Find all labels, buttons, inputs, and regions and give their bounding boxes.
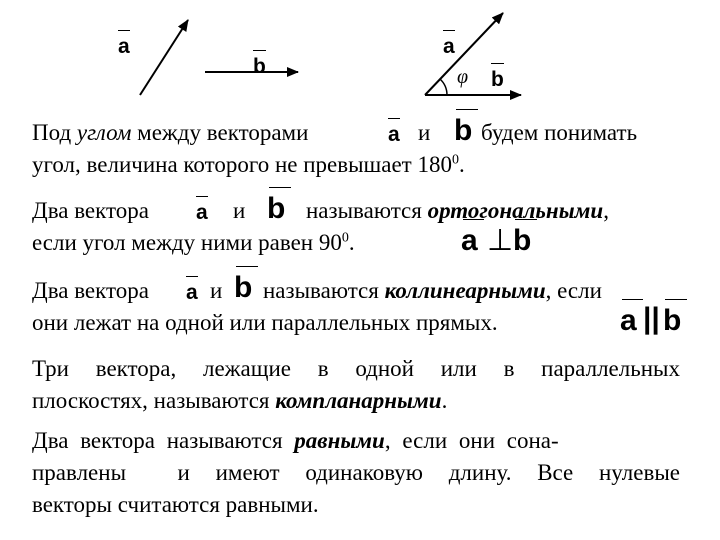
p1-text: будем понимать [481,120,638,145]
p5-line2: правлены и имеют одинаковую длину. Все нулевые [32,460,680,485]
parallel-vector-a: a [620,306,637,336]
perpendicular-symbol: ⊥ [487,224,514,257]
vector-figures [0,0,720,110]
p3-text: , если [545,278,602,303]
p5-line3: векторы считаются равными. [32,492,319,517]
inline-vector-a: a [186,282,198,303]
term-angle: углом [76,120,132,145]
inline-vector-a: a [196,202,208,223]
p1-line2 [32,150,465,180]
p1-line1 [32,118,308,148]
p3-text: Два вектора [32,278,149,303]
term-collinear: коллинеарными [384,278,546,303]
parallel-symbol: || [643,302,660,335]
p2-and: и [233,198,246,223]
inline-vector-b: b [267,194,285,224]
degree-sup: 0 [452,152,459,168]
ortho-vector-a: a [461,226,478,256]
p2-line1-tail [306,196,609,226]
p4-text: . [441,388,448,413]
p3-line1-tail [263,276,602,306]
p5-text: , если они сона- [384,428,559,453]
phi-symbol: φ [457,66,469,88]
p4-line2 [32,386,447,416]
p4-text: плоскостях, называются [32,388,270,413]
term-orthogonal: ортогональными [427,198,604,223]
p1-text: . [459,152,465,177]
p3-and: и [210,278,223,303]
angle-arc [440,79,447,95]
p2-line2 [32,228,355,258]
term-coplanar: компланарными [275,388,442,413]
vector-b-label: b [253,56,266,77]
angle-vector-b-label: b [491,69,504,90]
p1-and: и [418,120,431,145]
ortho-vector-b: b [513,226,531,256]
angle-vector-a-label: a [443,36,455,57]
p1-text: угол, величина которого не превышает 180 [32,152,452,177]
vector-a-arrow [140,20,188,95]
degree-sup: 0 [341,230,349,246]
parallel-vector-b: b [663,306,681,336]
p1-text: между векторами [137,120,309,145]
p3-line2: они лежат на одной или параллельных прямых. [32,310,498,335]
p5-text: Два вектора называются [32,428,283,453]
p2-text: называются [306,198,422,223]
vector-a-label: a [118,36,130,57]
inline-vector-a: a [388,124,400,145]
p2-text: Два вектора [32,198,149,223]
inline-vector-b: b [234,273,252,303]
inline-vector-b: b [454,116,472,146]
p2-text: если угол между ними равен 90 [32,230,342,255]
p1-text: Под [32,120,72,145]
term-equal: равными [294,428,385,453]
p3-text: называются [263,278,379,303]
p4-line1: Три вектора, лежащие в одной или в параллельных [32,356,680,381]
p2-text: . [348,230,355,255]
p5-line1 [32,426,559,456]
p2-text: , [603,198,609,223]
